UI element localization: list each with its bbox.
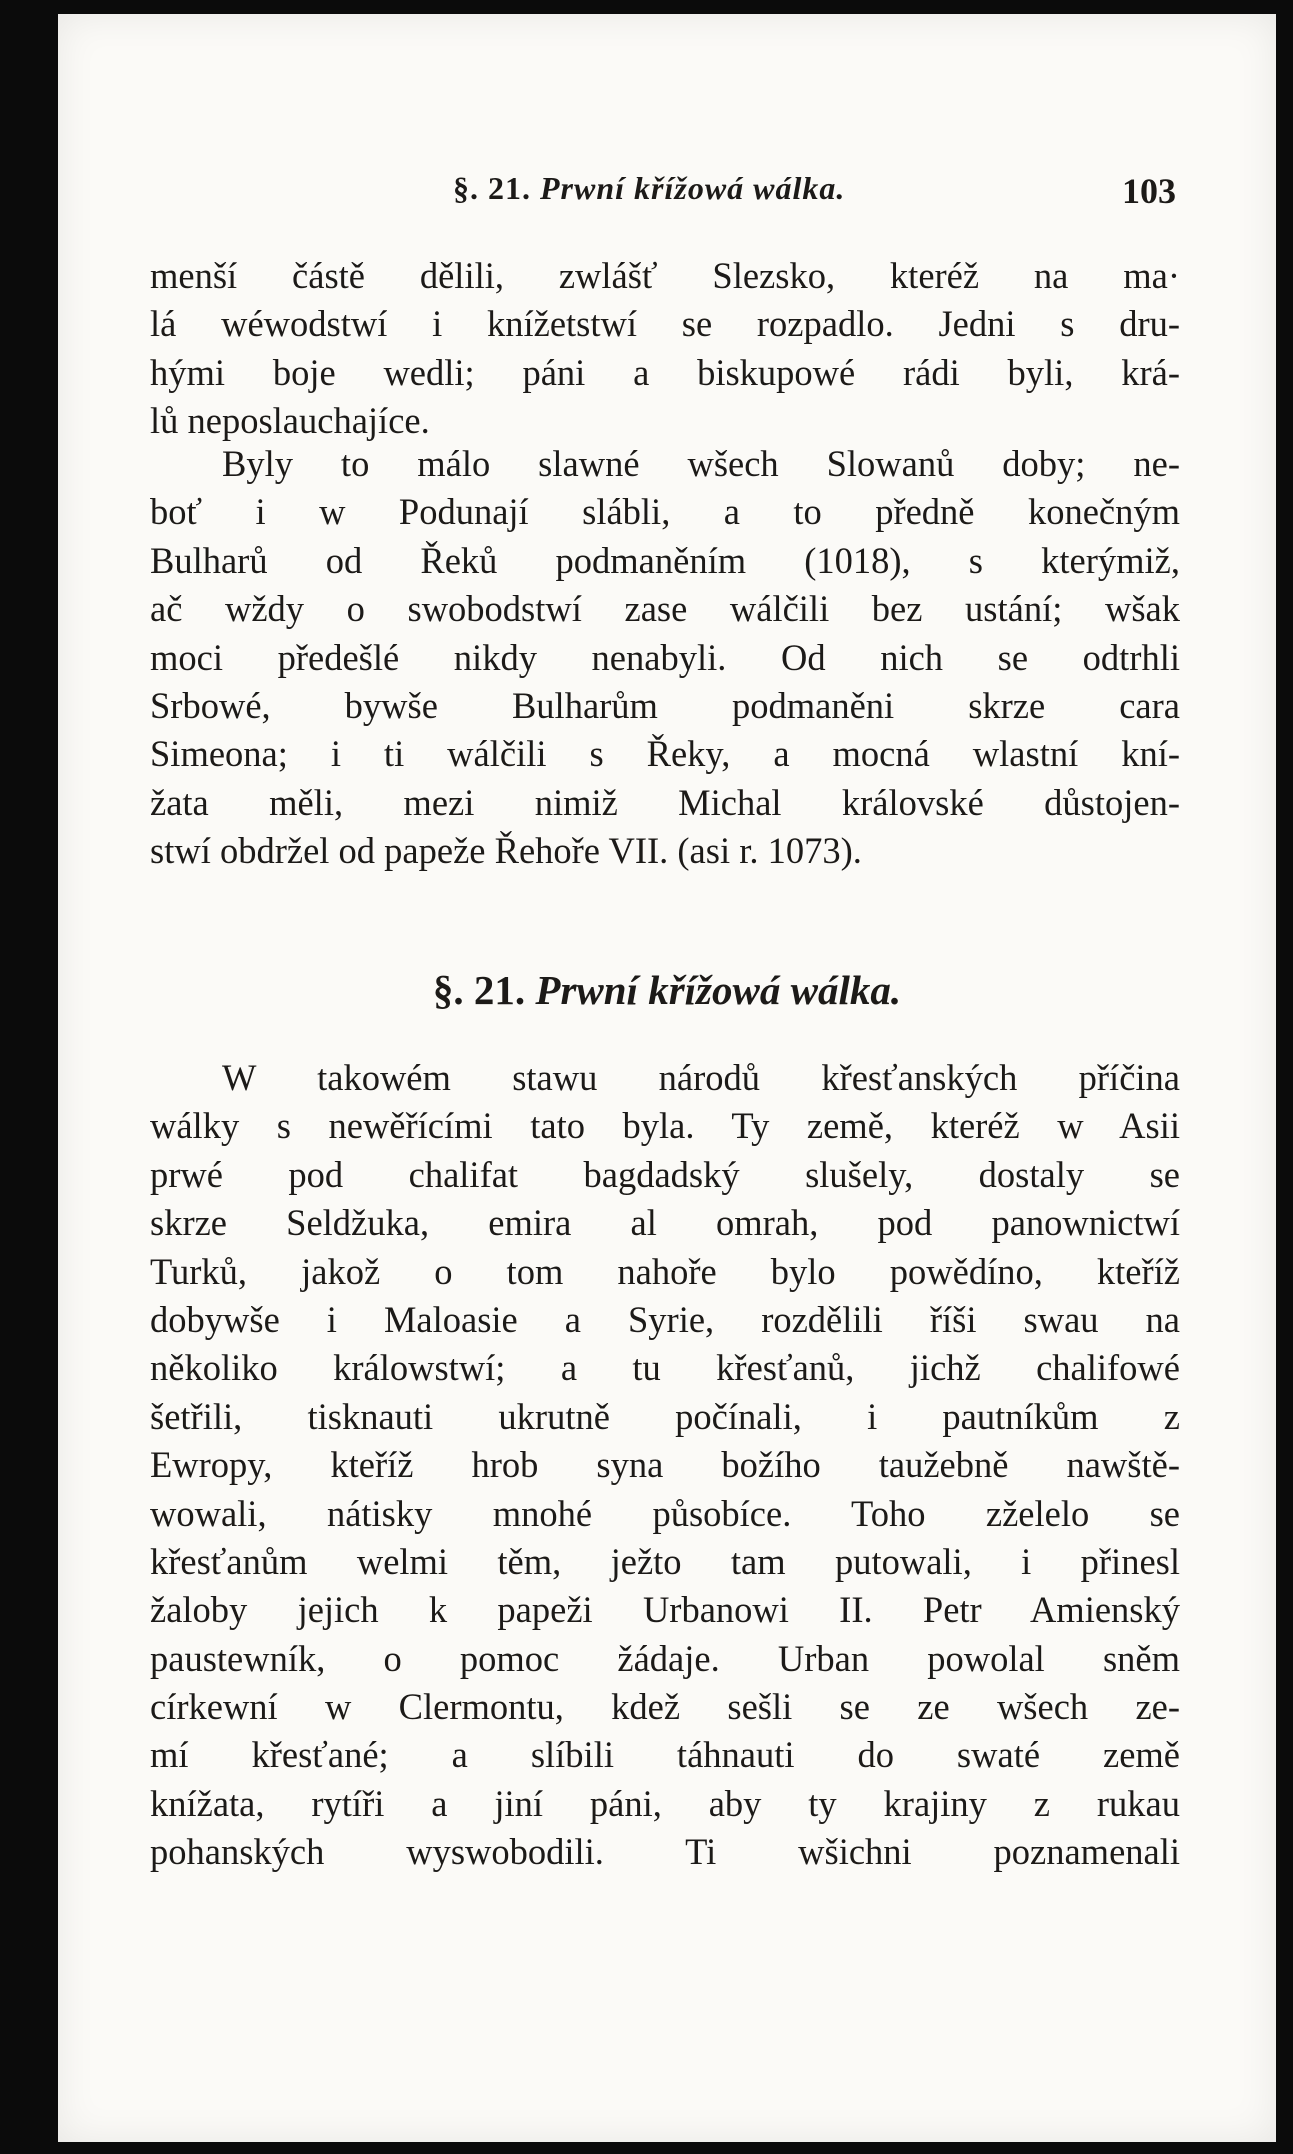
text-line: W takowém stawu národů křesťanských příčina [222,1057,1180,1098]
page-number: 103 [1122,171,1176,211]
text-line: šetřili, tisknauti ukrutně počínali, i pautníkům z [150,1395,1180,1437]
text-line: stwí obdržel od papeže Řehoře VII. (asi r. 1073). [150,830,862,872]
section-heading-number: §. 21. [432,967,526,1013]
text-line: Simeona; i ti wálčili s Řeky, a mocná wlastní kní- [150,733,1180,775]
text-line: mí křesťané; a slíbili táhnauti do swaté země [150,1734,1180,1776]
running-head-title: Prwní křížowá wálka. [540,170,846,206]
text-line: Ewropy, kteříž hrob syna božího taužebně nawště- [150,1444,1180,1486]
text-line: několiko králowstwí; a tu křesťanů, jichž chalifowé [150,1347,1180,1389]
text-line: pohanských wyswobodili. Ti wšichni poznamenali [150,1831,1180,1873]
paragraph-3 [150,1054,1180,1877]
text-line: Srbowé, bywše Bulharům podmaněni skrze cara [150,684,1180,726]
text-line: Bulharů od Řeků podmaněním (1018), s kterýmiž, [150,539,1180,581]
paragraph-1 [150,252,1180,446]
text-line: žaloby jejich k papeži Urbanowi II. Petr Amienský [150,1589,1180,1631]
text-line: paustewník, o pomoc žádaje. Urban powolal sněm [150,1637,1180,1679]
text-line: hými boje wedli; páni a biskupowé rádi byli, krá- [150,351,1180,393]
text-line: křesťanům welmi těm, ježto tam putowali, i přinesl [150,1540,1180,1582]
section-heading-title: Prwní křížowá wálka. [535,967,902,1013]
text-line: skrze Seldžuka, emira al omrah, pod panownictwí [150,1202,1180,1244]
text-line: Byly to málo slawné wšech Slowanů doby; ne- [222,443,1180,484]
text-line: Turků, jakož o tom nahoře bylo powědíno, kteříž [150,1250,1180,1292]
text-line: ač wždy o swobodstwí zase wálčili bez ustání; wšak [150,588,1180,630]
text-line: boť i w Podunají slábli, a to předně konečným [150,491,1180,533]
running-head [453,170,845,207]
text-line: lů neposlauchajíce. [150,400,430,442]
text-line: wowali, nátisky mnohé působíce. Toho zželelo se [150,1492,1180,1534]
text-line: prwé pod chalifat bagdadský slušely, dostaly se [150,1153,1180,1195]
text-line: moci předešlé nikdy nenabyli. Od nich se odtrhli [150,636,1180,678]
text-line: wálky s newěřícími tato byla. Ty země, kteréž w Asii [150,1105,1180,1147]
text-line: lá wéwodstwí i knížetstwí se rozpadlo. Jedni s dru- [150,303,1180,345]
page-header [58,170,1276,218]
text-line: knížata, rytíři a jiní páni, aby ty krajiny z rukau [150,1782,1180,1824]
paragraph-2 [150,440,1180,876]
book-page [58,14,1276,2142]
section-heading [58,966,1276,1014]
text-line: menší částě dělili, zwlášť Slezsko, kteréž na ma· [150,255,1180,296]
text-line: dobywše i Maloasie a Syrie, rozdělili říši swau na [150,1298,1180,1340]
text-line: církewní w Clermontu, kdež sešli se ze wšech ze- [150,1686,1180,1728]
text-line: žata měli, mezi nimiž Michal královské důstojen- [150,781,1180,823]
running-head-section-number: §. 21. [453,170,531,206]
